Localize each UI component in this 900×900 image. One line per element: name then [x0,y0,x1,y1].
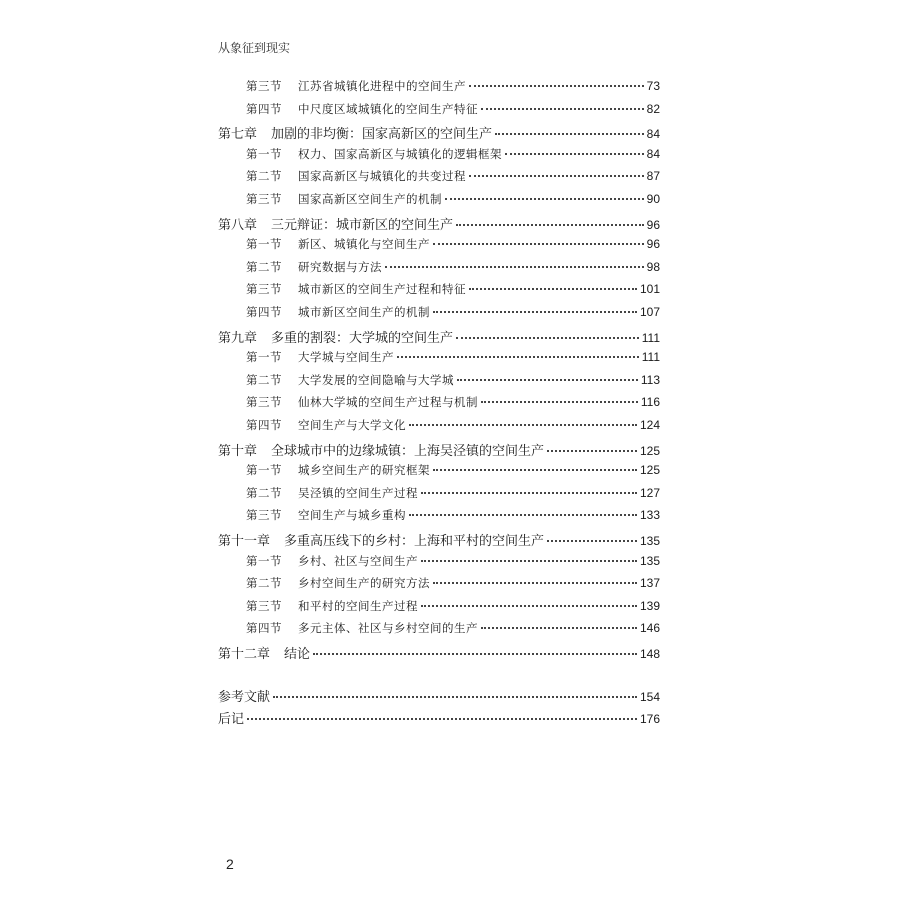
toc-entry-number: 第一节 [246,237,282,252]
dot-leader [421,491,637,494]
toc-chapter-row[interactable] [218,123,660,143]
dot-leader [313,652,637,655]
toc-entry-number: 第二节 [246,169,282,184]
toc-entry-number: 第十章 [218,443,258,459]
toc-section-row[interactable] [218,281,660,301]
toc-section-row[interactable] [218,575,660,595]
toc-page-number: 127 [639,485,660,500]
toc-section-row[interactable] [218,620,660,640]
toc-entry-title: 加剧的非均衡：国家高新区的空间生产 [271,127,493,143]
toc-section-row[interactable] [218,394,660,414]
toc-entry-number: 第七章 [218,127,258,143]
toc-section-row[interactable] [218,485,660,505]
toc-entry-title: 全球城市中的边缘城镇：上海吴泾镇的空间生产 [271,443,545,459]
toc-chapter-row[interactable] [218,440,660,460]
toc-entry-title: 大学城与空间生产 [298,350,394,365]
toc-section-row[interactable] [218,372,660,392]
toc-entry-title: 中尺度区域城镇化的空间生产特征 [298,101,478,116]
toc-section-row[interactable] [218,236,660,256]
toc-entry-number: 第一节 [246,463,282,478]
toc-section-row[interactable] [218,598,660,618]
dot-leader [433,242,644,245]
toc-backmatter-row[interactable] [218,686,660,706]
toc-chapter-row[interactable] [218,530,660,550]
dot-leader [481,107,644,110]
toc-entry-title: 空间生产与城乡重构 [298,508,406,523]
toc-page-number: 96 [646,217,660,232]
toc-entry-title: 权力、国家高新区与城镇化的逻辑框架 [298,146,502,161]
toc-page-number: 116 [640,395,660,410]
toc-chapter-row[interactable] [218,643,660,663]
toc-entry-number: 第二节 [246,576,282,591]
toc-entry-number: 第四节 [246,621,282,636]
toc-page-number: 82 [646,101,660,116]
page-number: 2 [226,856,234,872]
toc-page-number: 148 [639,647,660,661]
toc-entry-number: 第四节 [246,305,282,319]
dot-leader [457,378,638,381]
toc-entry-number: 第二节 [246,259,282,274]
toc-page-number: 111 [641,330,660,345]
toc-page-number: 101 [639,282,660,297]
dot-leader [469,287,637,290]
toc-page-number: 137 [639,576,660,591]
toc-page-number: 135 [639,553,660,568]
dot-leader [456,336,639,339]
toc-entry-title: 乡村空间生产的研究方法 [298,576,430,591]
toc-section-row[interactable] [218,553,660,573]
dot-leader [409,423,637,426]
toc-entry-title: 多元主体、社区与乡村空间的生产 [298,621,478,636]
toc-page-number: 146 [639,621,660,636]
toc-entry-title: 城市新区空间生产的机制 [298,305,430,319]
toc-entry-title: 大学发展的空间隐喻与大学城 [298,372,454,387]
toc-entry-title: 国家高新区空间生产的机制 [298,192,442,206]
toc-entry-number: 第三节 [246,79,282,93]
toc-entry-title: 吴泾镇的空间生产过程 [298,485,418,500]
dot-leader [469,84,644,87]
toc-page-number: 154 [639,689,660,704]
dot-leader [397,355,639,358]
dot-leader [445,197,644,200]
toc-section-row[interactable] [218,191,660,211]
toc-entry-number: 第二节 [246,372,282,387]
toc-entry-number: 第一节 [246,146,282,161]
toc-section-row[interactable] [218,101,660,121]
toc-entry-number: 第三节 [246,508,282,523]
toc-entry-title: 空间生产与大学文化 [298,418,406,432]
toc-entry-title: 仙林大学城的空间生产过程与机制 [298,395,478,410]
toc-entry-number: 第十一章 [218,534,271,549]
dot-leader [433,581,637,584]
toc-chapter-row[interactable] [218,327,660,347]
toc-chapter-row[interactable] [218,214,660,234]
toc-page-number: 96 [646,237,660,252]
toc-page-number: 90 [646,192,660,206]
toc-entry-number: 第八章 [218,217,258,233]
toc-entry-number: 第四节 [246,101,282,116]
toc-page-number: 124 [639,418,660,432]
toc-page-number: 87 [646,169,660,184]
toc-page-number: 73 [646,79,660,93]
toc-entry-title: 后记 [218,712,245,728]
toc-section-row[interactable] [218,349,660,369]
toc-page-number: 139 [639,598,660,613]
toc-entry-number: 第三节 [246,598,282,613]
toc-entry-number: 第十二章 [218,647,271,662]
toc-section-row[interactable] [218,462,660,482]
toc-entry-title: 新区、城镇化与空间生产 [298,237,430,252]
toc-entry-title: 城乡空间生产的研究框架 [298,463,430,478]
dot-leader [421,559,637,562]
toc-entry-number: 第一节 [246,553,282,568]
dot-leader [247,717,637,720]
dot-leader [469,174,644,177]
toc-entry-title: 乡村、社区与空间生产 [298,553,418,568]
toc-page-number: 125 [639,443,660,458]
toc-section-row[interactable] [218,304,660,324]
toc-entry-title: 城市新区的空间生产过程和特征 [298,282,466,297]
dot-leader [421,604,637,607]
toc-entry-title: 三元辩证：城市新区的空间生产 [271,217,454,233]
toc-section-row[interactable] [218,146,660,166]
toc-section-row[interactable] [218,507,660,527]
dot-leader [505,152,644,155]
dot-leader [547,449,637,452]
dot-leader [433,468,637,471]
toc-page-number: 111 [641,350,660,365]
toc-section-row[interactable] [218,417,660,437]
toc-page-number: 107 [639,305,660,319]
toc-section-row[interactable] [218,168,660,188]
toc-entry-number: 第四节 [246,418,282,432]
dot-leader [495,132,644,135]
toc-page-number: 135 [639,534,660,548]
toc-entry-number: 第三节 [246,192,282,206]
running-header: 从象征到现实 [218,41,291,55]
dot-leader [456,223,644,226]
dot-leader [547,539,637,542]
toc-section-row[interactable] [218,78,660,98]
toc-page-number: 133 [639,508,660,523]
toc-page-number: 98 [646,259,660,274]
toc-entry-title: 多重的割裂：大学城的空间生产 [271,330,454,346]
toc-page-number: 84 [646,146,660,161]
toc-entry-number: 第九章 [218,330,258,346]
toc-page-number: 113 [640,372,660,387]
toc-page-number: 84 [646,127,660,142]
toc-entry-title: 多重高压线下的乡村：上海和平村的空间生产 [284,534,545,549]
toc-backmatter-row[interactable] [218,708,660,728]
toc-page-number: 125 [639,463,660,478]
dot-leader [481,626,637,629]
dot-leader [433,310,637,313]
toc-page-number: 176 [639,712,660,727]
toc-entry-title: 结论 [284,647,311,662]
toc-entry-title: 参考文献 [218,689,271,705]
toc-entry-number: 第三节 [246,282,282,297]
toc-entry-number: 第一节 [246,350,282,365]
toc-entry-number: 第二节 [246,485,282,500]
dot-leader [273,695,637,698]
dot-leader [481,400,638,403]
toc-entry-title: 研究数据与方法 [298,259,382,274]
dot-leader [385,265,644,268]
toc-section-row[interactable] [218,259,660,279]
toc-entry-title: 国家高新区与城镇化的共变过程 [298,169,466,184]
dot-leader [409,513,637,516]
toc-entry-title: 江苏省城镇化进程中的空间生产 [298,79,466,93]
toc-entry-title: 和平村的空间生产过程 [298,598,418,613]
toc-entry-number: 第三节 [246,395,282,410]
